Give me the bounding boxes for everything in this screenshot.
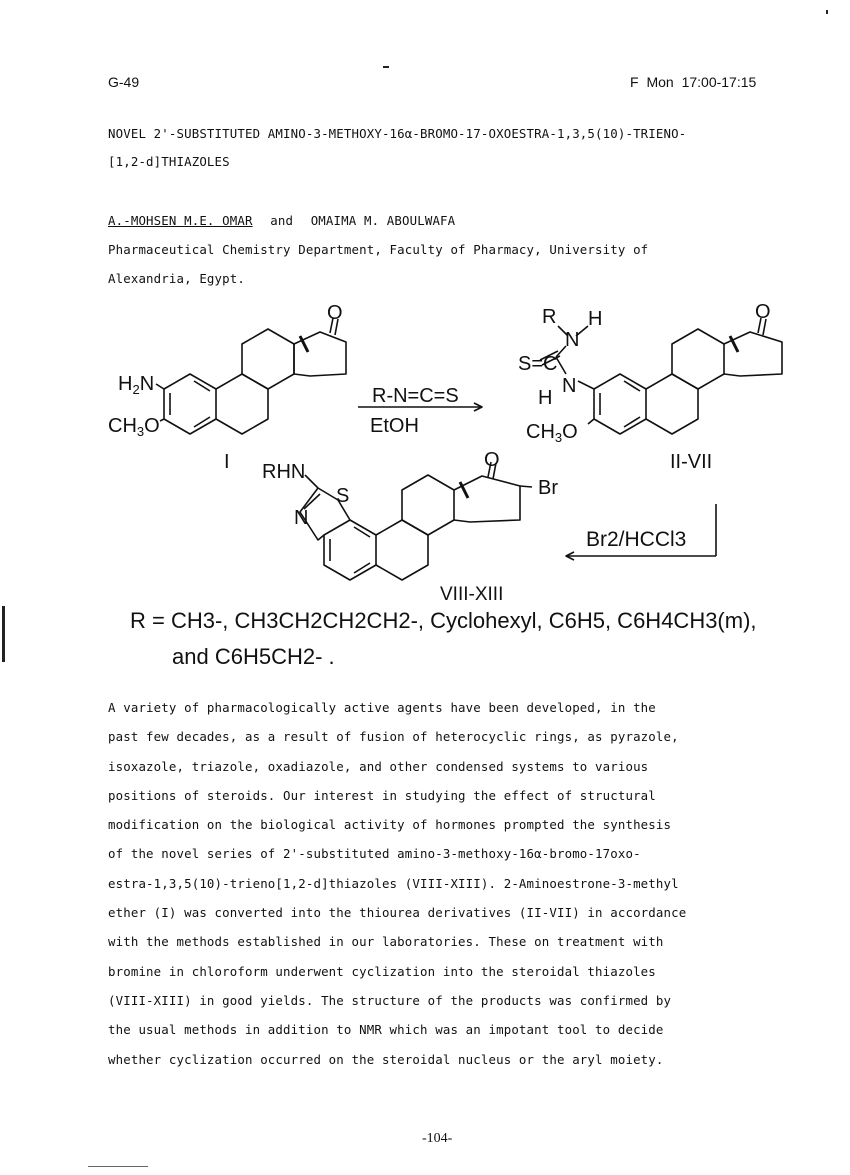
- abstract-line: isoxazole, triazole, oxadiazole, and other condensed systems to various: [108, 758, 649, 774]
- substituent-list-line-2: and C6H5CH2- .: [172, 644, 335, 669]
- scan-mark-left: [2, 606, 5, 662]
- svg-text:Br: Br: [538, 477, 558, 499]
- svg-text:S=C: S=C: [518, 353, 558, 375]
- svg-text:N: N: [562, 375, 577, 397]
- svg-text:R: R: [542, 306, 557, 328]
- svg-text:O: O: [484, 449, 500, 471]
- session-time: F Mon 17:00-17:15: [630, 74, 757, 90]
- author-2: OMAIMA M. ABOULWAFA: [310, 213, 456, 228]
- svg-text:O: O: [327, 302, 343, 324]
- abstract-line: ether (I) was converted into the thiourea derivatives (II-VII) in accordance: [108, 905, 687, 921]
- scan-mark-bottom: [88, 1166, 148, 1167]
- svg-text:H: H: [538, 387, 553, 409]
- reagent-2: Br2/HCCl3: [586, 528, 687, 551]
- svg-text:H2N: $H_2N$: [118, 373, 155, 397]
- substituent-list-line-1: R = CH3-, CH3CH2CH2CH2-, Cyclohexyl, C6H5, C6H4CH3(m),: [130, 608, 757, 633]
- reagent-1: R-N=C=S: [372, 385, 459, 407]
- svg-text:N: N: [565, 329, 580, 351]
- compound-ii-vii-label: II-VII: [670, 451, 713, 473]
- compound-viii-xiii-label: VIII-XIII: [440, 584, 504, 605]
- abstract: [108, 698, 686, 1079]
- svg-text:RHN: RHN: [262, 461, 306, 483]
- paper-title-line-2: [1,2-d]THIAZOLES: [108, 154, 230, 169]
- abstract-line: whether cyclization occurred on the steroidal nucleus or the aryl moiety.: [108, 1051, 664, 1067]
- session-code: G-49: [108, 74, 140, 90]
- svg-text:S: S: [336, 485, 350, 507]
- svg-text:O: O: [755, 301, 771, 323]
- abstract-line: modification on the biological activity of hormones prompted the synthesis: [108, 817, 672, 833]
- paper-title-line-1: NOVEL 2'-SUBSTITUTED AMINO-3-METHOXY-16α-BROMO-17-OXOESTRA-1,3,5(10)-TRIENO-: [108, 126, 687, 141]
- svg-text:H: H: [588, 308, 603, 330]
- solvent-1: EtOH: [370, 415, 419, 437]
- compound-i-label: I: [224, 451, 230, 473]
- affiliation-line-1: Pharmaceutical Chemistry Department, Faculty of Pharmacy, University of: [108, 242, 649, 257]
- svg-text:CH3O: $CH_3O$: [108, 415, 160, 439]
- abstract-line: with the methods established in our laboratories. These on treatment with: [108, 934, 664, 950]
- abstract-line: the usual methods in addition to NMR which was an impotant tool to decide: [108, 1022, 664, 1038]
- abstract-line: A variety of pharmacologically active agents have been developed, in the: [108, 700, 656, 715]
- svg-text:N: N: [294, 507, 309, 529]
- author-conjunction: and: [270, 213, 294, 228]
- scan-mark-top: [383, 66, 389, 68]
- svg-text:CH3O: $CH_3O$: [526, 421, 578, 445]
- author-1: A.-MOHSEN M.E. OMAR: [108, 213, 253, 228]
- scan-mark-right: [826, 10, 828, 14]
- compound-viii-xiii-structure: [300, 462, 532, 580]
- abstract-line: of the novel series of 2'-substituted amino-3-methoxy-16α-bromo-17oxo-: [108, 846, 641, 862]
- abstract-line: bromine in chloroform underwent cyclization into the steroidal thiazoles: [108, 963, 656, 979]
- affiliation-line-2: Alexandria, Egypt.: [108, 271, 245, 286]
- abstract-line: past few decades, as a result of fusion of heterocyclic rings, as pyrazole,: [108, 729, 679, 745]
- page-number: -104-: [422, 1131, 453, 1146]
- abstract-line: (VIII-XIII) in good yields. The structure of the products was confirmed by: [108, 992, 672, 1008]
- compound-i-structure: [156, 318, 346, 434]
- abstract-line: estra-1,3,5(10)-trieno[1,2-d]thiazoles (VIII-XIII). 2-Aminoestrone-3-methyl: [108, 875, 679, 891]
- abstract-line: positions of steroids. Our interest in studying the effect of structural: [108, 787, 656, 803]
